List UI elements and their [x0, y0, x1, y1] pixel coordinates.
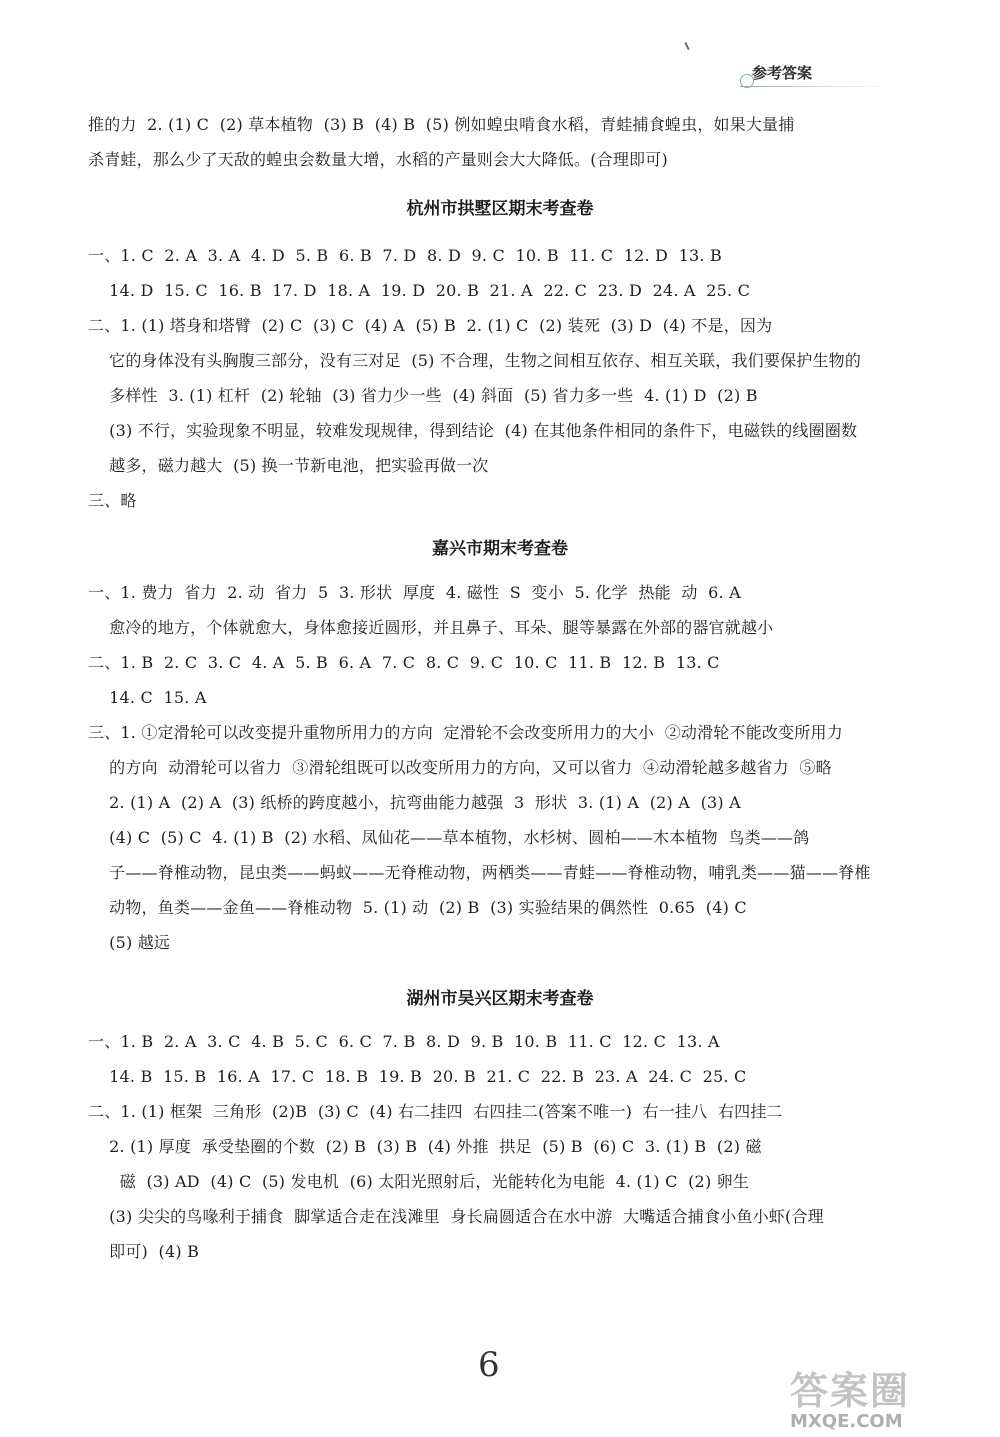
watermark-text: 答案圈: [790, 1369, 911, 1413]
section-title: 嘉兴市期末考查卷: [432, 539, 568, 559]
section-body: [88, 575, 912, 960]
section-title: 杭州市拱墅区期末考查卷: [406, 199, 594, 219]
section-title: 湖州市吴兴区期末考查卷: [406, 989, 594, 1009]
answer-line: 越多，磁力越大 (5) 换一节新电池，把实验再做一次: [88, 456, 489, 475]
watermark-url: MXQE.COM: [790, 1411, 903, 1432]
watermark-logo: [790, 1360, 990, 1432]
header-underline: [740, 86, 890, 87]
answer-line: 三、1. ①定滑轮可以改变提升重物所用力的方向 定滑轮不会改变所用力的大小 ②动滑轮不能改变所用力: [88, 723, 843, 742]
answer-line: 它的身体没有头胸腹三部分，没有三对足 (5) 不合理，生物之间相互依存、相互关联，我们要保护生物的: [88, 351, 862, 370]
section-body: [88, 238, 912, 518]
header-mark: [684, 42, 689, 50]
answer-line: 的方向 动滑轮可以省力 ③滑轮组既可以改变所用力的方向，又可以省力 ④动滑轮越多越省力 ⑤略: [88, 758, 832, 777]
header-tag: 参考答案: [752, 64, 813, 82]
section-body: [88, 1024, 912, 1269]
answer-line: 三、略: [88, 491, 137, 510]
answer-line: 一、1. C 2. A 3. A 4. D 5. B 6. B 7. D 8. D 9. C 10. B 11. C 12. D 13. B: [88, 246, 722, 265]
answer-line: 磁 (3) AD (4) C (5) 发电机 (6) 太阳光照射后，光能转化为电能 4. (1) C (2) 卵生: [88, 1172, 750, 1191]
intro-line: 杀青蛙，那么少了天敌的蝗虫会数量大增，水稻的产量则会大大降低。(合理即可): [88, 150, 668, 169]
answer-line: (3) 尖尖的鸟喙利于捕食 脚掌适合走在浅滩里 身长扁圆适合在水中游 大嘴适合捕食小鱼小虾(合理: [88, 1207, 824, 1226]
answer-line: 一、1. B 2. A 3. C 4. B 5. C 6. C 7. B 8. D 9. B 10. B 11. C 12. C 13. A: [88, 1032, 720, 1051]
answer-line: 子——脊椎动物，昆虫类——蚂蚁——无脊椎动物，两栖类——青蛙——脊椎动物，哺乳类——猫——脊椎: [88, 863, 871, 882]
answer-line: (5) 越远: [88, 933, 171, 952]
answer-line: 动物，鱼类——金鱼——脊椎动物 5. (1) 动 (2) B (3) 实验结果的偶然性 0.65 (4) C: [88, 898, 747, 917]
answer-line: (4) C (5) C 4. (1) B (2) 水稻、凤仙花——草本植物，水杉树、圆柏——木本植物 鸟类——鸽: [88, 828, 810, 847]
answer-line: 14. C 15. A: [88, 688, 207, 707]
answer-line: 二、1. (1) 塔身和塔臂 (2) C (3) C (4) A (5) B 2. (1) C (2) 装死 (3) D (4) 不是，因为: [88, 316, 773, 335]
answer-line: 多样性 3. (1) 杠杆 (2) 轮轴 (3) 省力少一些 (4) 斜面 (5) 省力多一些 4. (1) D (2) B: [88, 386, 758, 405]
intro-line: 推的力 2. (1) C (2) 草本植物 (3) B (4) B (5) 例如蝗虫啃食水稻，青蛙捕食蝗虫，如果大量捕: [88, 115, 795, 134]
answer-line: 愈冷的地方，个体就愈大，身体愈接近圆形，并且鼻子、耳朵、腿等暴露在外部的器官就越小: [88, 618, 774, 637]
answer-line: 二、1. B 2. C 3. C 4. A 5. B 6. A 7. C 8. C 9. C 10. C 11. B 12. B 13. C: [88, 653, 720, 672]
page-number: 6: [478, 1345, 500, 1385]
intro-block: [88, 107, 912, 177]
answer-line: 2. (1) A (2) A (3) 纸桥的跨度越小，抗弯曲能力越强 3 形状 3. (1) A (2) A (3) A: [88, 793, 741, 812]
answer-line: 二、1. (1) 框架 三角形 (2)B (3) C (4) 右二挂四 右四挂二(答案不唯一) 右一挂八 右四挂二: [88, 1102, 783, 1121]
answer-line: 一、1. 费力 省力 2. 动 省力 5 3. 形状 厚度 4. 磁性 S 变小 5. 化学 热能 动 6. A: [88, 583, 741, 602]
answer-line: 即可) (4) B: [88, 1242, 200, 1261]
answer-line: (3) 不行，实验现象不明显，较难发现规律，得到结论 (4) 在其他条件相同的条件下，电磁铁的线圈圈数: [88, 421, 858, 440]
answer-line: 14. B 15. B 16. A 17. C 18. B 19. B 20. B 21. C 22. B 23. A 24. C 25. C: [88, 1067, 747, 1086]
answer-line: 14. D 15. C 16. B 17. D 18. A 19. D 20. B 21. A 22. C 23. D 24. A 25. C: [88, 281, 751, 300]
answer-line: 2. (1) 厚度 承受垫圈的个数 (2) B (3) B (4) 外推 拱足 (5) B (6) C 3. (1) B (2) 磁: [88, 1137, 762, 1156]
